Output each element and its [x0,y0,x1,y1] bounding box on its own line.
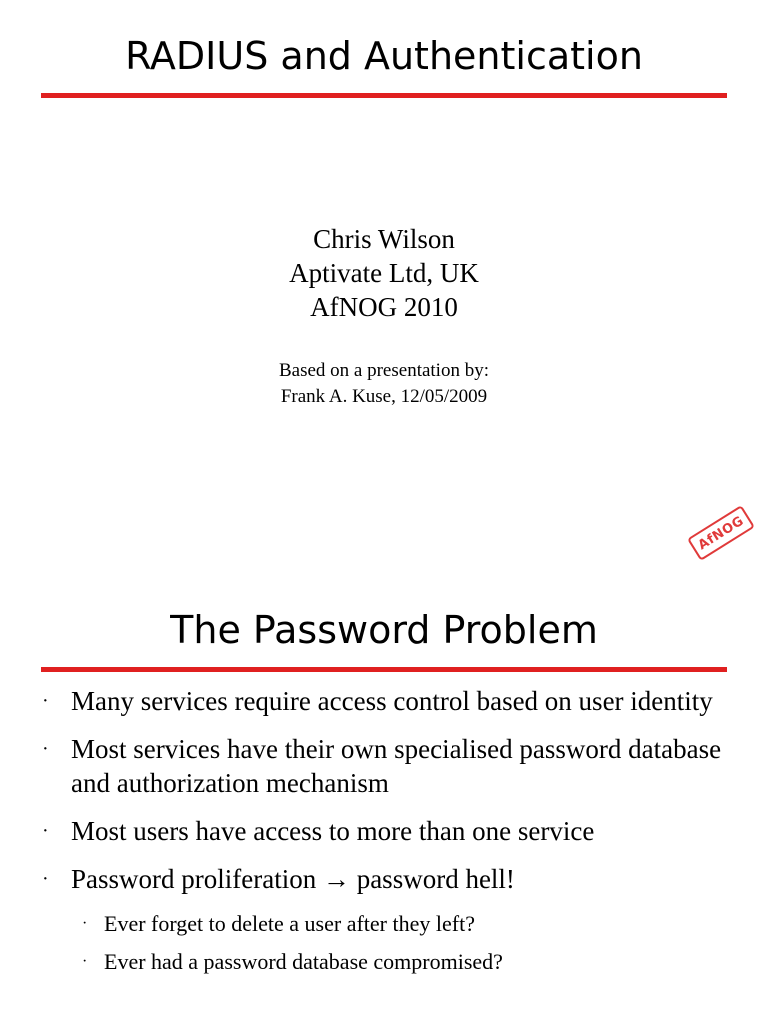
list-item [0,684,768,718]
slide-title: RADIUS and Authentication [125,34,643,78]
bullet-marker: · [42,738,49,760]
bullet-marker: · [42,690,49,712]
sub-list-container [0,910,768,976]
bullet-marker: · [42,868,49,890]
credit-intro: Based on a presentation by: [278,360,489,381]
sub-bullet-marker: · [82,915,88,932]
event-name: AfNOG 2010 [310,292,458,322]
credit-author-date: Frank A. Kuse, 12/05/2009 [280,386,488,407]
bullet-marker: · [42,820,49,842]
author-block [0,222,768,324]
afnog-logo-stamp: AfNOG [687,505,755,561]
title-rule [41,93,727,98]
bullet-text: Many services require access control based on user identity [71,686,713,716]
list-item [0,732,768,800]
bullet-list [0,684,768,986]
credit-block [0,358,768,410]
author-name: Chris Wilson [313,224,455,254]
slide-title: The Password Problem [170,608,598,652]
bullet-text: Most services have their own specialised password database and authorization mechanism [71,734,722,798]
list-item [0,862,768,896]
slide-the-password-problem [0,576,768,1024]
bullet-text: Most users have access to more than one service [71,816,595,846]
sub-list-item [0,948,768,976]
author-organisation: Aptivate Ltd, UK [289,258,479,288]
sub-bullet-marker: · [82,953,88,970]
sub-bullet-text: Ever forget to delete a user after they left? [104,911,475,936]
bullet-text: Password proliferation → password hell! [71,864,515,894]
sub-bullet-text: Ever had a password database compromised? [104,949,503,974]
sub-list-item [0,910,768,938]
sub-bullet-list [0,910,768,976]
title-rule [41,667,727,672]
list-item [0,814,768,848]
